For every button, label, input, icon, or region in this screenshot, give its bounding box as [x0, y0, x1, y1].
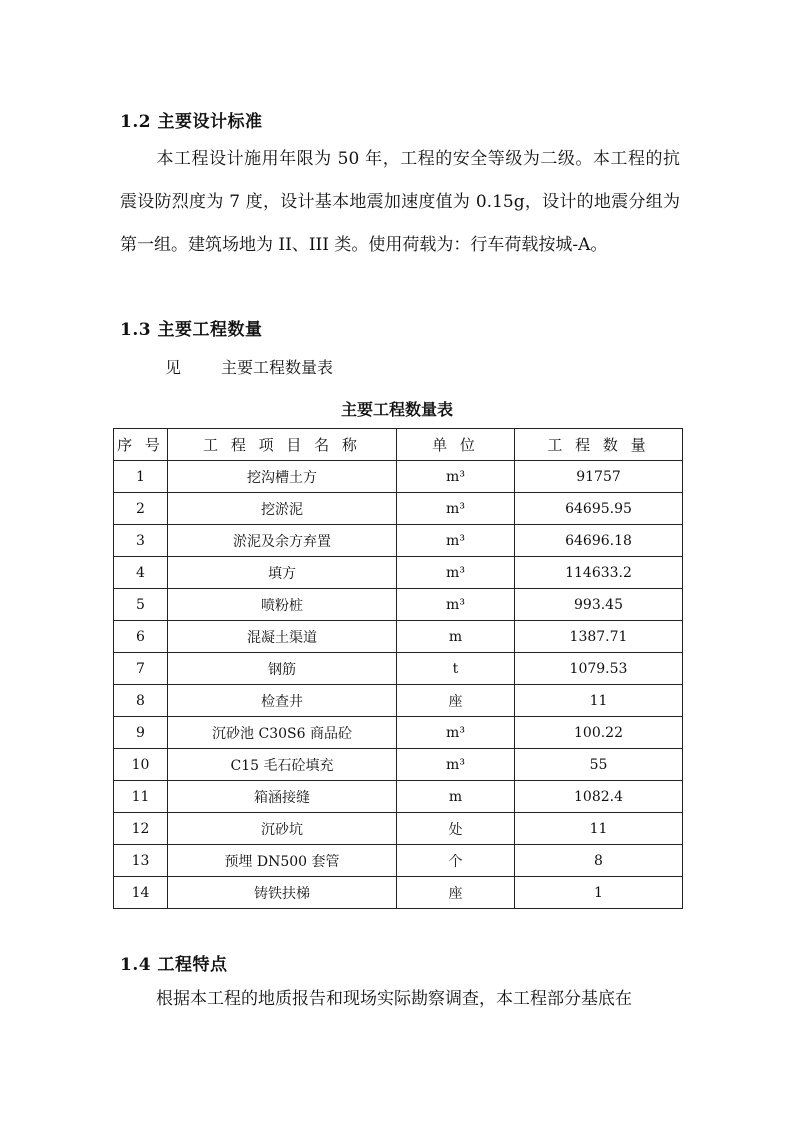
cell-unit: t [397, 653, 515, 685]
table-row [114, 717, 683, 749]
cell-quantity: 1082.4 [515, 781, 683, 813]
cell-unit: 座 [397, 877, 515, 909]
cell-quantity: 55 [515, 749, 683, 781]
reference-text: 主要工程数量表 [221, 358, 334, 377]
cell-index: 1 [114, 461, 168, 493]
cell-quantity: 8 [515, 845, 683, 877]
cell-item-name: 沉砂坑 [168, 813, 397, 845]
cell-index: 3 [114, 525, 168, 557]
cell-unit: m³ [397, 749, 515, 781]
cell-quantity: 11 [515, 813, 683, 845]
reference-prefix: 见 [165, 358, 182, 377]
cell-quantity: 993.45 [515, 589, 683, 621]
table-row [114, 589, 683, 621]
cell-item-name: 混凝土渠道 [168, 621, 397, 653]
cell-item-name: 检查井 [168, 685, 397, 717]
cell-index: 7 [114, 653, 168, 685]
cell-index: 4 [114, 557, 168, 589]
table-header-row [114, 429, 683, 461]
cell-item-name: 铸铁扶梯 [168, 877, 397, 909]
cell-index: 9 [114, 717, 168, 749]
cell-unit: m [397, 621, 515, 653]
cell-item-name: 挖淤泥 [168, 493, 397, 525]
cell-quantity: 1387.71 [515, 621, 683, 653]
cell-quantity: 114633.2 [515, 557, 683, 589]
header-unit: 单 位 [397, 429, 515, 461]
cell-unit: 座 [397, 685, 515, 717]
table-row [114, 493, 683, 525]
cell-unit: 个 [397, 845, 515, 877]
cell-unit: m³ [397, 461, 515, 493]
cell-item-name: 沉砂池 C30S6 商品砼 [168, 717, 397, 749]
table-row [114, 749, 683, 781]
cell-item-name: 淤泥及余方弃置 [168, 525, 397, 557]
cell-index: 5 [114, 589, 168, 621]
cell-index: 12 [114, 813, 168, 845]
cell-unit: 处 [397, 813, 515, 845]
cell-index: 10 [114, 749, 168, 781]
design-standard-text: 本工程设计施用年限为 50 年，工程的安全等级为二级。本工程的抗震设防烈度为 7 度，设计基本地震加速度值为 0.15g，设计的地震分组为第一组。建筑场地为 II、III 类。使用荷载为：行车荷载按城-A。 [120, 149, 680, 255]
cell-item-name: C15 毛石砼填充 [168, 749, 397, 781]
cell-index: 14 [114, 877, 168, 909]
header-item-name: 工 程 项 目 名 称 [168, 429, 397, 461]
table-row [114, 845, 683, 877]
cell-quantity: 64695.95 [515, 493, 683, 525]
header-index: 序 号 [114, 429, 168, 461]
cell-item-name: 挖沟槽土方 [168, 461, 397, 493]
cell-item-name: 喷粉桩 [168, 589, 397, 621]
table-row [114, 621, 683, 653]
cell-item-name: 箱涵接缝 [168, 781, 397, 813]
cell-index: 8 [114, 685, 168, 717]
table-row [114, 525, 683, 557]
cell-index: 13 [114, 845, 168, 877]
section-heading-1-2: 1.2 主要设计标准 [120, 112, 263, 132]
cell-quantity: 1079.53 [515, 653, 683, 685]
design-standard-paragraph [120, 138, 680, 267]
cell-unit: m³ [397, 493, 515, 525]
cell-item-name: 钢筋 [168, 653, 397, 685]
cell-unit: m³ [397, 557, 515, 589]
cell-quantity: 100.22 [515, 717, 683, 749]
table-row [114, 685, 683, 717]
table-row [114, 813, 683, 845]
section-heading-1-3: 1.3 主要工程数量 [120, 320, 263, 340]
cell-index: 6 [114, 621, 168, 653]
project-features-paragraph [120, 978, 680, 1021]
cell-item-name: 预埋 DN500 套管 [168, 845, 397, 877]
section-heading-1-4: 1.4 工程特点 [120, 955, 228, 975]
cell-index: 2 [114, 493, 168, 525]
cell-unit: m³ [397, 717, 515, 749]
quantity-table [113, 428, 683, 909]
cell-quantity: 64696.18 [515, 525, 683, 557]
project-features-text: 根据本工程的地质报告和现场实际勘察调查，本工程部分基底在 [156, 989, 632, 1009]
table-row [114, 781, 683, 813]
cell-unit: m³ [397, 589, 515, 621]
cell-quantity: 11 [515, 685, 683, 717]
table-row [114, 557, 683, 589]
table-title: 主要工程数量表 [340, 400, 453, 419]
table-row [114, 653, 683, 685]
table-body [114, 461, 683, 909]
cell-quantity: 1 [515, 877, 683, 909]
table-row [114, 461, 683, 493]
table-row [114, 877, 683, 909]
cell-index: 11 [114, 781, 168, 813]
table-reference-line [165, 355, 333, 378]
cell-unit: m³ [397, 525, 515, 557]
cell-quantity: 91757 [515, 461, 683, 493]
cell-item-name: 填方 [168, 557, 397, 589]
header-quantity: 工 程 数 量 [515, 429, 683, 461]
cell-unit: m [397, 781, 515, 813]
